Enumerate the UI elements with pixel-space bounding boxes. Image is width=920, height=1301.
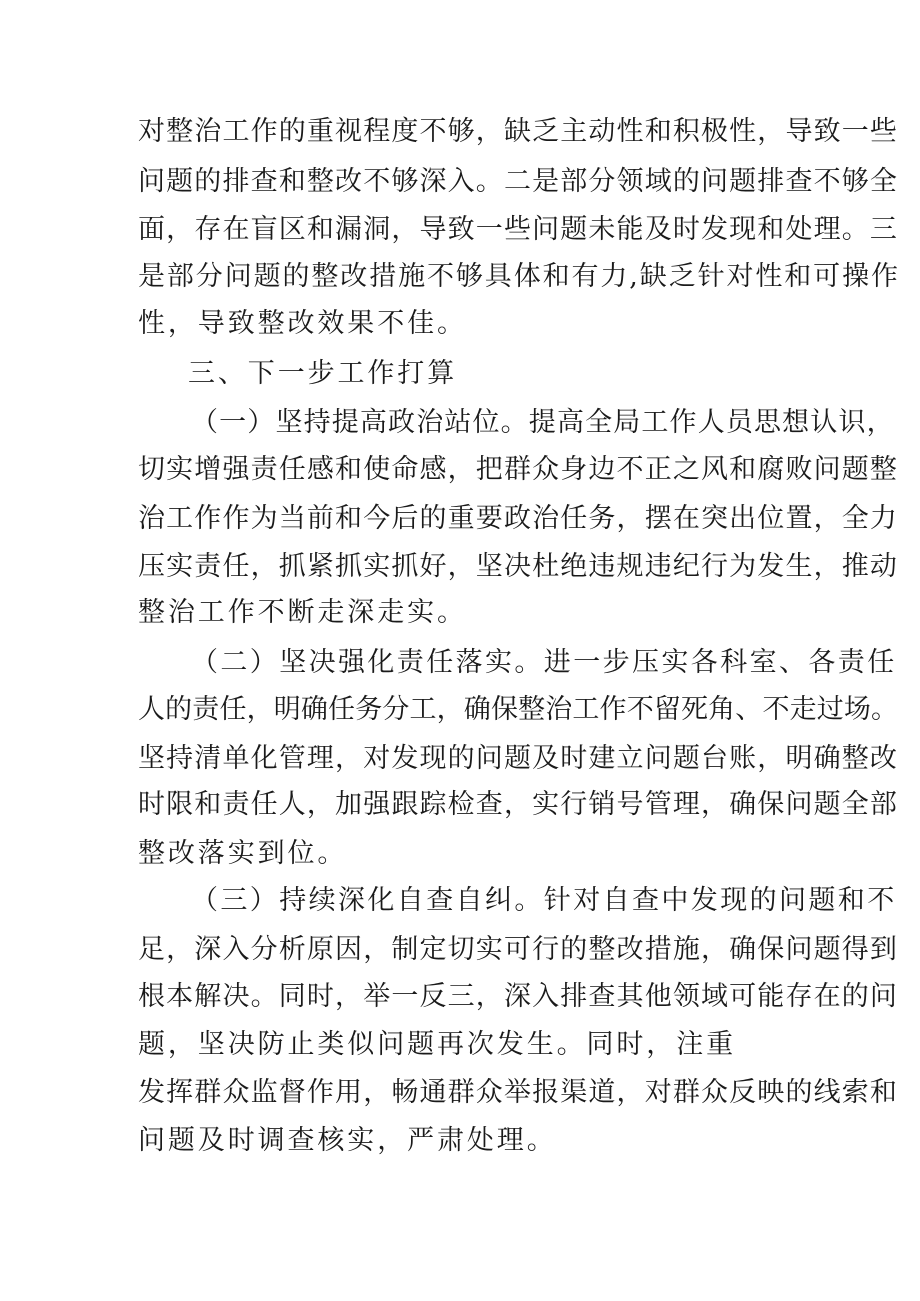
paragraph-line: 问题的排查和整改不够深入。二是部分领域的问题排查不够全 <box>138 166 899 197</box>
paragraph-line: 面，存在盲区和漏洞，导致一些问题未能及时发现和处理。三 <box>138 214 899 245</box>
paragraph-line: 对整治工作的重视程度不够，缺乏主动性和积极性，导致一些 <box>138 116 899 147</box>
paragraph-line: 时限和责任人，加强跟踪检查，实行销号管理，确保问题全部 <box>138 789 899 820</box>
paragraph-line: 性，导致整改效果不佳。 <box>138 308 467 339</box>
paragraph-line: 切实增强责任感和使命感，把群众身边不正之风和腐败问题整 <box>138 454 899 485</box>
paragraph-line: 是部分问题的整改措施不够具体和有力,缺乏针对性和可操作 <box>138 261 900 292</box>
subsection-heading-line: （二）坚决强化责任落实。进一步压实各科室、各责任 <box>191 647 897 678</box>
paragraph-line: 问题及时调查核实，严肃处理。 <box>138 1125 557 1156</box>
paragraph-line: 足，深入分析原因，制定切实可行的整改措施，确保问题得到 <box>138 934 899 965</box>
paragraph-line: 整改落实到位。 <box>138 838 348 869</box>
paragraph-line: 发挥群众监督作用，畅通群众举报渠道，对群众反映的线索和 <box>138 1077 899 1108</box>
paragraph-line: 压实责任，抓紧抓实抓好，坚决杜绝违规违纪行为发生，推动 <box>138 551 899 582</box>
subsection-heading-line: （三）持续深化自查自纠。针对自查中发现的问题和不 <box>191 885 897 916</box>
subsection-heading-line: （一）坚持提高政治站位。提高全局工作人员思想认识， <box>191 407 895 438</box>
paragraph-line: 题，坚决防止类似问题再次发生。同时，注重 <box>138 1029 736 1060</box>
paragraph-line: 根本解决。同时，举一反三，深入排查其他领域可能存在的问 <box>138 981 899 1012</box>
paragraph-line: 人的责任，明确任务分工，确保整治工作不留死角、不走过场。 <box>138 694 899 725</box>
paragraph-line: 治工作作为当前和今后的重要政治任务，摆在突出位置，全力 <box>138 503 899 534</box>
paragraph-line: 整治工作不断走深走实。 <box>138 597 467 628</box>
paragraph-line: 坚持清单化管理，对发现的问题及时建立问题台账，明确整改 <box>138 743 899 774</box>
section-heading: 三、下一步工作打算 <box>188 358 458 389</box>
